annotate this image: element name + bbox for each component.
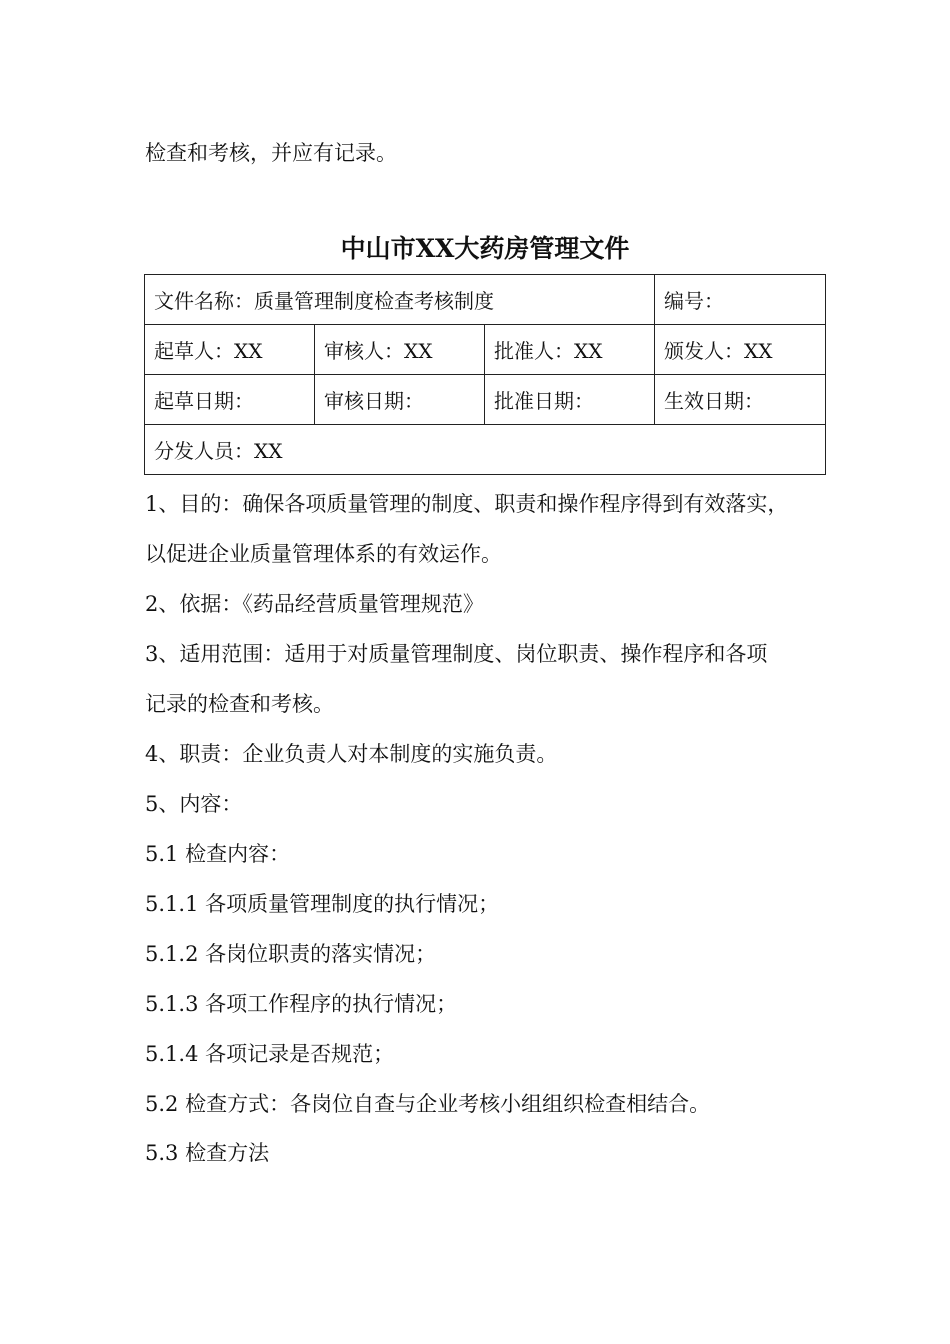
section-5-1-3: 5.1.3 各项工作程序的执行情况； [145,992,458,1016]
approver-cell: 批准人：XX [485,325,655,375]
document-info-table [144,274,826,475]
document-number-cell: 编号： [655,275,826,325]
reviewer-cell: 审核人：XX [315,325,485,375]
table-row [145,425,826,475]
section-5-1-4: 5.1.4 各项记录是否规范； [145,1042,395,1066]
content-heading: 5、内容： [145,792,243,816]
drafter-cell: 起草人：XX [145,325,315,375]
responsibility-paragraph: 4、职责：企业负责人对本制度的实施负责。 [145,742,558,766]
approve-date-cell: 批准日期： [485,375,655,425]
continued-text-line: 检查和考核，并应有记录。 [145,141,397,165]
section-5-1-2: 5.1.2 各岗位职责的落实情况； [145,942,437,966]
document-title: 中山市XX大药房管理文件 [340,234,630,263]
distribution-cell: 分发人员：XX [145,425,826,475]
section-5-3: 5.3 检查方法 [145,1141,270,1165]
file-name-cell: 文件名称：质量管理制度检查考核制度 [145,275,655,325]
purpose-line-2: 以促进企业质量管理体系的有效运作。 [145,542,502,566]
issuer-cell: 颁发人：XX [655,325,826,375]
purpose-line-1: 1、目的：确保各项质量管理的制度、职责和操作程序得到有效落实， [145,492,789,516]
section-5-1: 5.1 检查内容： [145,842,291,866]
table-row [145,325,826,375]
effective-date-cell: 生效日期： [655,375,826,425]
scope-line-1: 3、适用范围：适用于对质量管理制度、岗位职责、操作程序和各项 [145,642,768,666]
section-5-2: 5.2 检查方式：各岗位自查与企业考核小组组织检查相结合。 [145,1092,711,1116]
section-5-1-1: 5.1.1 各项质量管理制度的执行情况； [145,892,500,916]
draft-date-cell: 起草日期： [145,375,315,425]
scope-line-2: 记录的检查和考核。 [145,692,334,716]
basis-paragraph: 2、依据：《药品经营质量管理规范》 [145,592,484,616]
table-row [145,275,826,325]
review-date-cell: 审核日期： [315,375,485,425]
table-row [145,375,826,425]
